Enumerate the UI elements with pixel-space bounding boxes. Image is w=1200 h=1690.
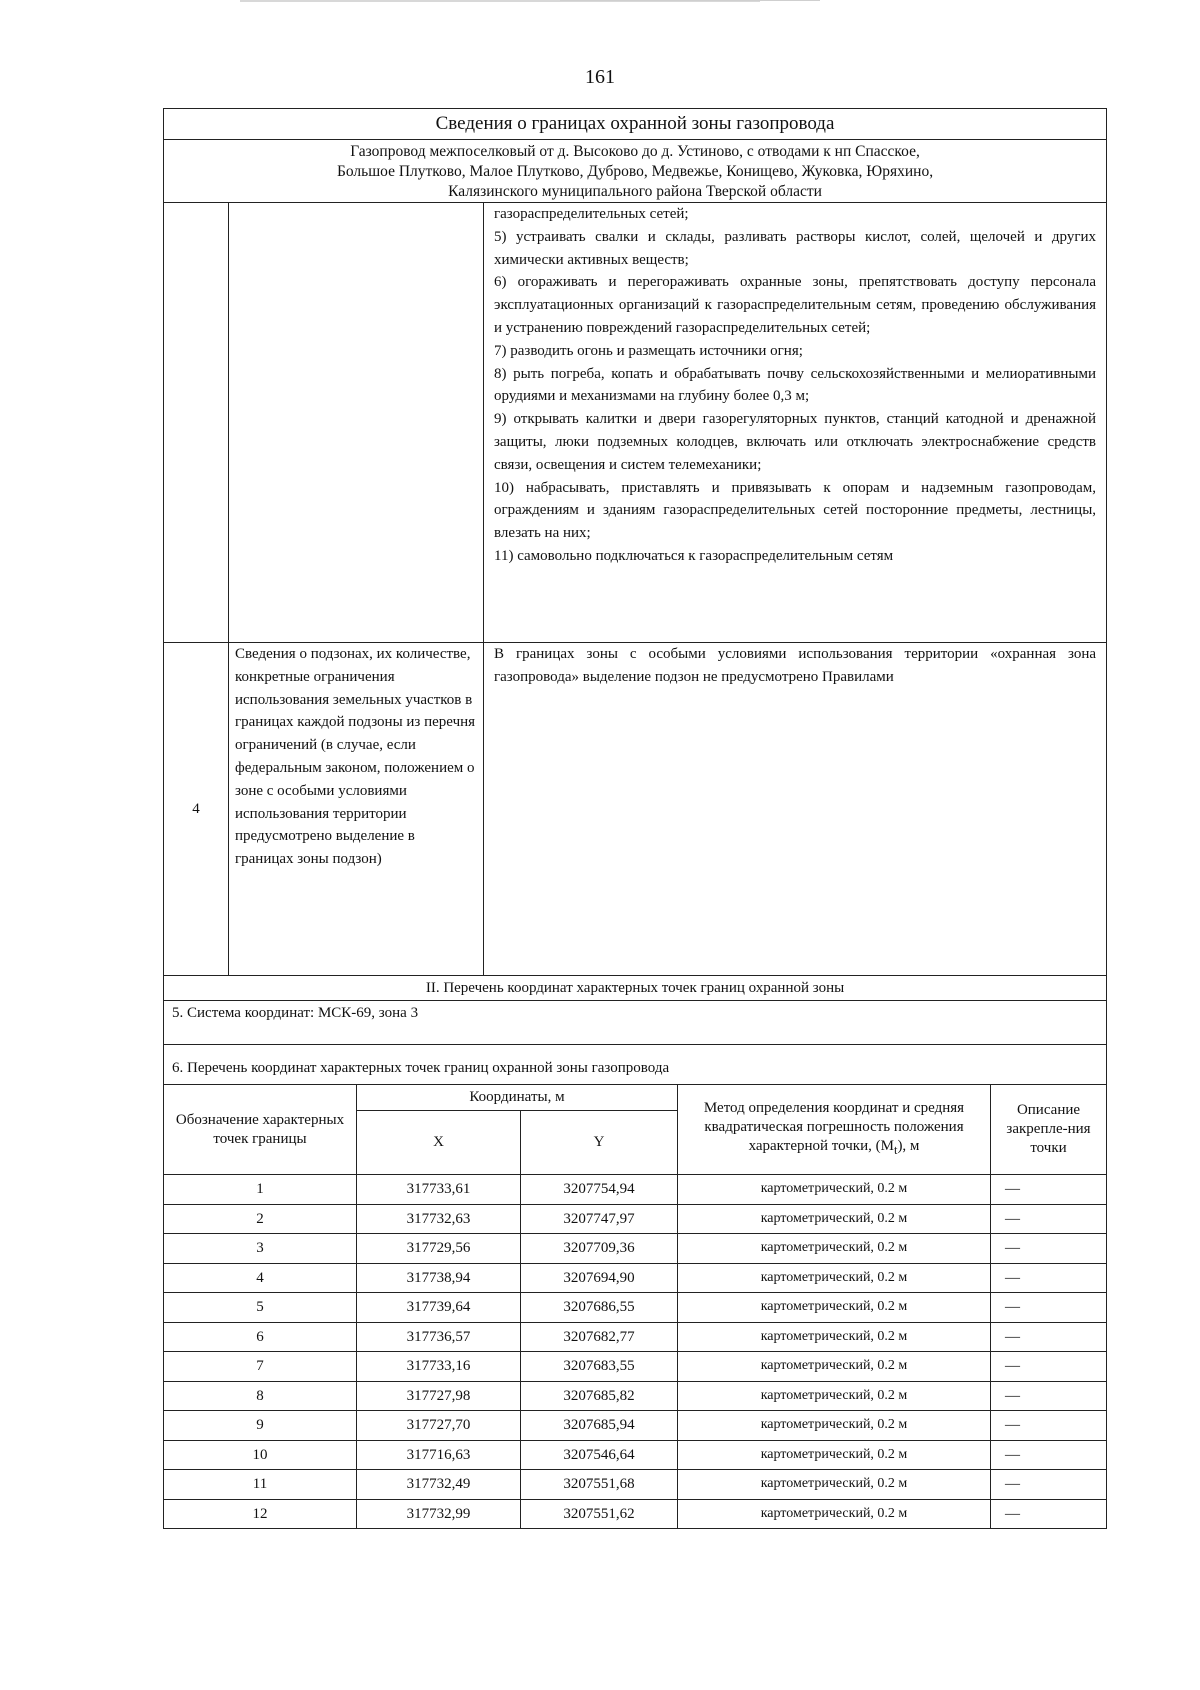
- description: —: [991, 1234, 1107, 1264]
- point-number: 9: [164, 1411, 357, 1441]
- method: картометрический, 0.2 м: [678, 1381, 991, 1411]
- subtitle-line: Калязинского муниципального района Тверской области: [448, 183, 822, 200]
- table-row: [164, 1499, 1107, 1529]
- restriction-item: 9) открывать калитки и двери газорегуляторных пунктов, станций катодной и дренажной защиты, люки подземных колодцев, включать или отключать электроснабжение средств связи, освещения и систем телемеханики;: [494, 411, 1097, 473]
- table-row: [164, 1175, 1107, 1205]
- document-title: Сведения о границах охранной зоны газопровода: [164, 109, 1107, 140]
- coord-y: 3207551,62: [521, 1499, 678, 1529]
- col-header-x: X: [357, 1111, 521, 1175]
- pipeline-description: [164, 140, 1107, 203]
- restriction-item: 7) разводить огонь и размещать источники огня;: [494, 342, 803, 359]
- restriction-item: 8) рыть погреба, копать и обрабатывать почву сельскохозяйственными и мелиоративными орудиями и механизмами на глубину более 0,3 м;: [494, 365, 1097, 405]
- coord-x: 317738,94: [357, 1263, 521, 1293]
- method: картометрический, 0.2 м: [678, 1322, 991, 1352]
- col-header-coordinates: Координаты, м: [357, 1085, 678, 1111]
- point-number: 4: [164, 1263, 357, 1293]
- method: картометрический, 0.2 м: [678, 1499, 991, 1529]
- description: —: [991, 1440, 1107, 1470]
- coord-y: 3207686,55: [521, 1293, 678, 1323]
- method: картометрический, 0.2 м: [678, 1175, 991, 1205]
- coord-x: 317732,49: [357, 1470, 521, 1500]
- col-header-point: Обозначение характерных точек границы: [164, 1085, 357, 1175]
- coord-y: 3207754,94: [521, 1175, 678, 1205]
- row-value: В границах зоны с особыми условиями использования территории «охранная зона газопровода» выделение подзон не предусмотрено Правилами: [484, 643, 1107, 976]
- coord-x: 317716,63: [357, 1440, 521, 1470]
- coord-x: 317732,63: [357, 1204, 521, 1234]
- coord-y: 3207683,55: [521, 1352, 678, 1382]
- coord-y: 3207709,36: [521, 1234, 678, 1264]
- description: —: [991, 1175, 1107, 1205]
- restriction-item: 11) самовольно подключаться к газораспределительным сетям: [494, 547, 894, 564]
- coord-y: 3207747,97: [521, 1204, 678, 1234]
- row-label: Сведения о подзонах, их количестве, конкретные ограничения использования земельных участков в границах каждой подзоны из перечня ограничений (в случае, если федеральным законом, положением о зоне с особыми условиями использования территории предусмотрено выделение в границах зоны подзон): [229, 643, 484, 976]
- point-number: 8: [164, 1381, 357, 1411]
- coord-y: 3207685,82: [521, 1381, 678, 1411]
- method: картометрический, 0.2 м: [678, 1293, 991, 1323]
- row-number: 4: [164, 643, 229, 976]
- coordinates-table: [163, 1084, 1107, 1529]
- table-row: [164, 1263, 1107, 1293]
- table-row: [164, 1440, 1107, 1470]
- subtitle-line: Газопровод межпоселковый от д. Высоково до д. Устиново, с отводами к нп Спасское,: [350, 143, 920, 160]
- point-number: 1: [164, 1175, 357, 1205]
- restriction-item: 10) набрасывать, приставлять и привязывать к опорам и надземным газопроводам, ограждениям и зданиям газораспределительных сетей посторонние предметы, лестницы, влезать на них;: [494, 479, 1097, 542]
- method: картометрический, 0.2 м: [678, 1440, 991, 1470]
- method: картометрический, 0.2 м: [678, 1411, 991, 1441]
- row-label-empty: [229, 203, 484, 643]
- method-header-unit: ), м: [897, 1138, 920, 1154]
- section-title: II. Перечень координат характерных точек границ охранной зоны: [164, 976, 1107, 1001]
- scan-edge-artifact: [560, 0, 820, 1]
- coord-x: 317733,61: [357, 1175, 521, 1205]
- table-row: [164, 1470, 1107, 1500]
- point-number: 10: [164, 1440, 357, 1470]
- coord-y: 3207551,68: [521, 1470, 678, 1500]
- method-header-text: Метод определения координат и средняя квадратическая погрешность положения характерной точки, (M: [703, 1100, 965, 1154]
- row-number-empty: [164, 203, 229, 643]
- point-number: 5: [164, 1293, 357, 1323]
- method: картометрический, 0.2 м: [678, 1470, 991, 1500]
- restriction-item: газораспределительных сетей;: [494, 206, 689, 222]
- col-header-y: Y: [521, 1111, 678, 1175]
- method: картометрический, 0.2 м: [678, 1204, 991, 1234]
- coord-x: 317727,98: [357, 1381, 521, 1411]
- page-number: 161: [585, 66, 615, 88]
- point-number: 6: [164, 1322, 357, 1352]
- coord-x: 317732,99: [357, 1499, 521, 1529]
- coord-x: 317733,16: [357, 1352, 521, 1382]
- coord-y: 3207682,77: [521, 1322, 678, 1352]
- table-row: [164, 1352, 1107, 1382]
- description: —: [991, 1381, 1107, 1411]
- point-number: 7: [164, 1352, 357, 1382]
- col-header-method: [678, 1085, 991, 1175]
- coordinates-list-title: 6. Перечень координат характерных точек границ охранной зоны газопровода: [164, 1045, 1107, 1085]
- method: картометрический, 0.2 м: [678, 1352, 991, 1382]
- table-row: [164, 1411, 1107, 1441]
- point-number: 3: [164, 1234, 357, 1264]
- table-row: [164, 1381, 1107, 1411]
- coord-x: 317739,64: [357, 1293, 521, 1323]
- method: картометрический, 0.2 м: [678, 1263, 991, 1293]
- restriction-item: 5) устраивать свалки и склады, разливать растворы кислот, солей, щелочей и других химически активных веществ;: [494, 228, 1097, 268]
- point-number: 11: [164, 1470, 357, 1500]
- description: —: [991, 1499, 1107, 1529]
- document-body: [163, 108, 1106, 1529]
- zone-info-table: [163, 108, 1107, 1085]
- table-row: [164, 1204, 1107, 1234]
- description: —: [991, 1322, 1107, 1352]
- coord-y: 3207694,90: [521, 1263, 678, 1293]
- restriction-item: 6) огораживать и перегораживать охранные зоны, препятствовать доступу персонала эксплуатационных организаций к газораспределительным сетям, проведению обслуживания и устранению повреждений газораспределительных сетей;: [494, 274, 1097, 336]
- coord-x: 317729,56: [357, 1234, 521, 1264]
- table-row: [164, 1293, 1107, 1323]
- table-row: [164, 1322, 1107, 1352]
- coord-y: 3207546,64: [521, 1440, 678, 1470]
- subtitle-line: Большое Плутково, Малое Плутково, Дуброво, Медвежье, Конищево, Жуковка, Юряхино,: [336, 163, 934, 180]
- description: —: [991, 1263, 1107, 1293]
- description: —: [991, 1204, 1107, 1234]
- description: —: [991, 1470, 1107, 1500]
- coord-x: 317736,57: [357, 1322, 521, 1352]
- table-row: [164, 1234, 1107, 1264]
- coord-x: 317727,70: [357, 1411, 521, 1441]
- restrictions-list: [484, 203, 1107, 643]
- col-header-description: Описание закрепле-ния точки: [991, 1085, 1107, 1175]
- point-number: 2: [164, 1204, 357, 1234]
- description: —: [991, 1293, 1107, 1323]
- coord-y: 3207685,94: [521, 1411, 678, 1441]
- method: картометрический, 0.2 м: [678, 1234, 991, 1264]
- description: —: [991, 1411, 1107, 1441]
- description: —: [991, 1352, 1107, 1382]
- method-header-subscript: t: [893, 1143, 898, 1157]
- coordinate-system: 5. Система координат: МСК-69, зона 3: [164, 1001, 1107, 1045]
- point-number: 12: [164, 1499, 357, 1529]
